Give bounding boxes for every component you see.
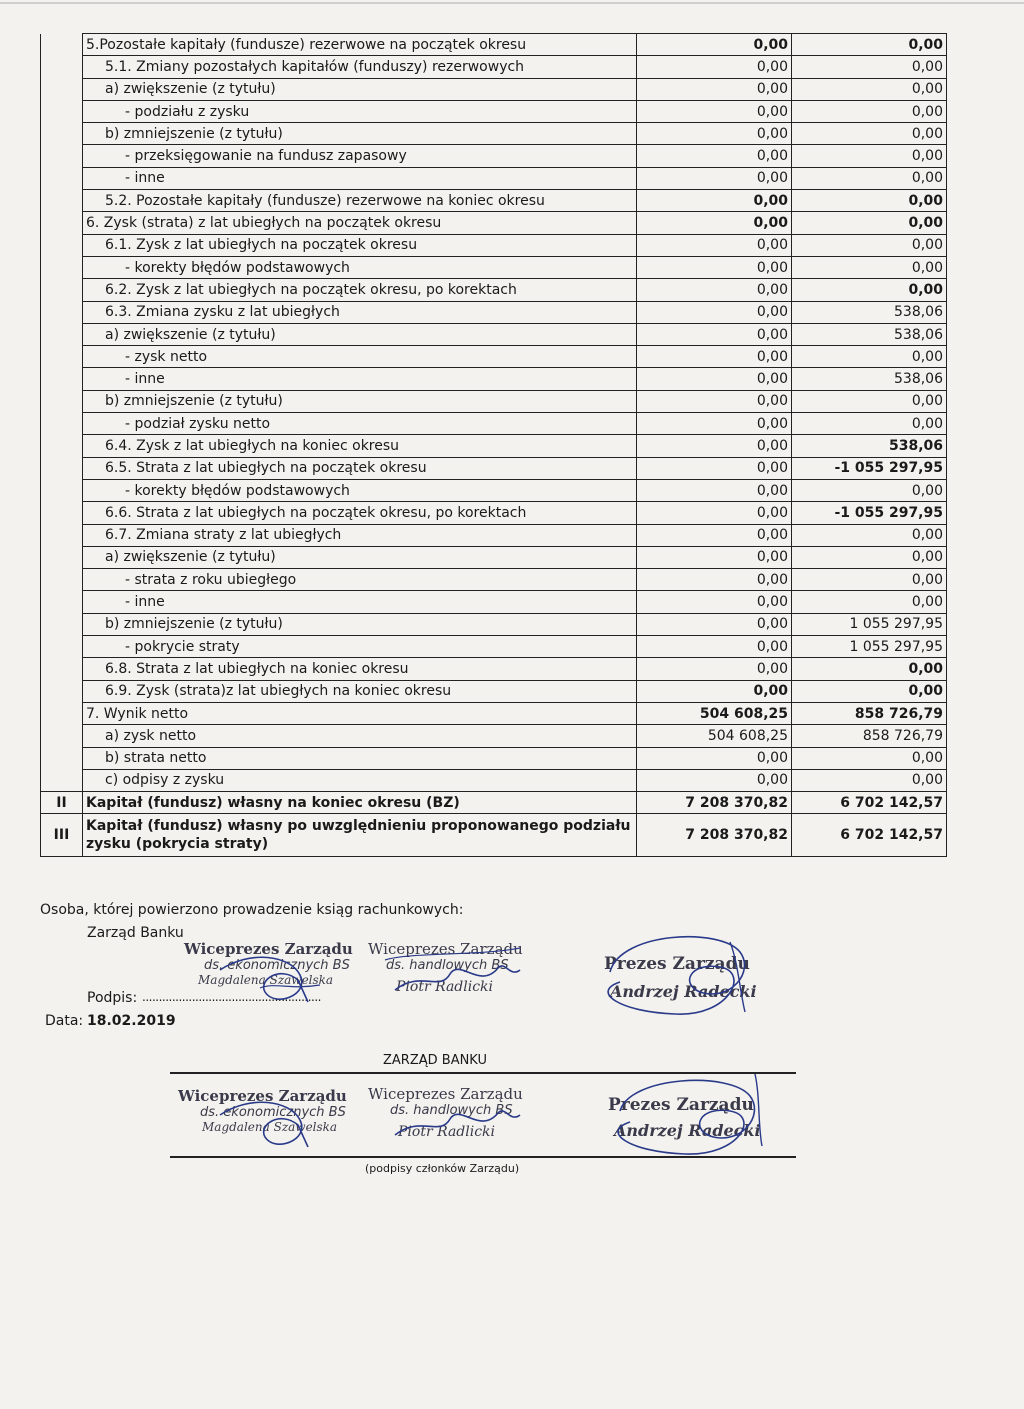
row-value-previous: 0,00 [792,123,947,145]
row-value-current: 0,00 [637,747,792,769]
handwritten-signatures-lower [180,1075,540,1165]
row-value-previous: 538,06 [792,323,947,345]
row-number [41,323,83,345]
table-row [41,390,947,412]
table-row [41,502,947,524]
table-row [41,435,947,457]
row-label: 6.8. Strata z lat ubiegłych na koniec okresu [83,658,637,680]
row-label: - inne [83,368,637,390]
table-row [41,792,947,814]
stamp-vp-economic-lower-dept: ds. ekonomicznych BS [200,1105,346,1120]
row-label: 6.4. Zysk z lat ubiegłych na koniec okresu [83,435,637,457]
table-row [41,323,947,345]
row-number [41,569,83,591]
row-value-previous: 0,00 [792,413,947,435]
row-number [41,680,83,702]
row-value-current: 0,00 [637,301,792,323]
table-row [41,100,947,122]
row-label: - inne [83,167,637,189]
row-number: II [41,792,83,814]
row-number [41,34,83,56]
row-label: 6. Zysk (strata) z lat ubiegłych na początek okresu [83,212,637,234]
row-number [41,702,83,724]
row-value-previous: 0,00 [792,769,947,791]
table-row [41,769,947,791]
row-number [41,56,83,78]
row-value-current: 0,00 [637,346,792,368]
table-row [41,78,947,100]
row-number [41,167,83,189]
row-value-current: 0,00 [637,234,792,256]
capital-changes-table [40,33,947,857]
table-row [41,747,947,769]
table-row [41,680,947,702]
row-label: - korekty błędów podstawowych [83,256,637,278]
stamp-president-lower-title: Prezes Zarządu [608,1095,754,1115]
row-number [41,524,83,546]
row-value-current: 0,00 [637,390,792,412]
row-label: a) zwiększenie (z tytułu) [83,546,637,568]
row-value-previous: 538,06 [792,435,947,457]
row-number [41,212,83,234]
row-number [41,636,83,658]
row-label: - podział zysku netto [83,413,637,435]
table-row [41,413,947,435]
handwritten-signatures-upper [180,930,540,1020]
table-row [41,457,947,479]
row-number [41,190,83,212]
stamp-vp-trade-dept: ds. handlowych BS [386,958,509,973]
row-value-previous: 0,00 [792,524,947,546]
row-value-previous: 0,00 [792,569,947,591]
row-label: - pokrycie straty [83,636,637,658]
page-top-edge [0,2,1024,4]
row-value-current: 0,00 [637,212,792,234]
row-value-current: 7 208 370,82 [637,792,792,814]
row-label: 6.7. Zmiana straty z lat ubiegłych [83,524,637,546]
row-number [41,78,83,100]
row-label: 6.1. Zysk z lat ubiegłych na początek okresu [83,234,637,256]
date-label: Data: [45,1013,84,1029]
table-row [41,702,947,724]
row-value-previous: 0,00 [792,390,947,412]
row-value-previous: -1 055 297,95 [792,502,947,524]
row-value-current: 0,00 [637,524,792,546]
table-row [41,212,947,234]
table-row [41,190,947,212]
table-row [41,56,947,78]
row-value-current: 0,00 [637,479,792,501]
row-label: - korekty błędów podstawowych [83,479,637,501]
row-label: - podziału z zysku [83,100,637,122]
row-value-current: 0,00 [637,78,792,100]
table-row [41,479,947,501]
row-label: Kapitał (fundusz) własny po uwzględnieniu proponowanego podziału zysku (pokrycia straty) [83,814,637,857]
row-value-current: 0,00 [637,279,792,301]
stamp-vp-trade-title: Wiceprezes Zarządu [368,940,523,958]
stamp-vp-economic-lower-title: Wiceprezes Zarządu [178,1087,347,1105]
row-number [41,145,83,167]
board-caption: (podpisy członków Zarządu) [365,1162,520,1175]
row-value-current: 0,00 [637,636,792,658]
row-value-current: 504 608,25 [637,702,792,724]
row-value-current: 0,00 [637,256,792,278]
row-number [41,346,83,368]
row-value-previous: 1 055 297,95 [792,613,947,635]
table-row [41,234,947,256]
row-label: a) zwiększenie (z tytułu) [83,78,637,100]
row-number [41,769,83,791]
row-label: 5.Pozostałe kapitały (fundusze) rezerwowe na początek okresu [83,34,637,56]
table-row [41,34,947,56]
row-value-current: 0,00 [637,167,792,189]
handwritten-signature-president-upper [580,922,800,1032]
stamp-vp-economic-lower-name: Magdalena Szawelska [202,1120,338,1134]
row-value-previous: 1 055 297,95 [792,636,947,658]
row-label: 6.6. Strata z lat ubiegłych na początek okresu, po korektach [83,502,637,524]
row-number [41,747,83,769]
table-row [41,145,947,167]
signature-dots: ...................................................... [142,990,321,1004]
row-label: 7. Wynik netto [83,702,637,724]
row-value-current: 0,00 [637,457,792,479]
table-row [41,524,947,546]
date-value: 18.02.2019 [87,1013,176,1029]
row-value-current: 0,00 [637,123,792,145]
table-row [41,725,947,747]
row-label: a) zysk netto [83,725,637,747]
row-value-previous: 538,06 [792,301,947,323]
row-value-current: 0,00 [637,145,792,167]
row-value-previous: 0,00 [792,56,947,78]
row-value-previous: 0,00 [792,212,947,234]
row-number [41,479,83,501]
table-row [41,591,947,613]
row-number [41,613,83,635]
table-row [41,279,947,301]
row-label: b) zmniejszenie (z tytułu) [83,123,637,145]
row-number: III [41,814,83,857]
row-label: 6.9. Zysk (strata)z lat ubiegłych na koniec okresu [83,680,637,702]
row-number [41,546,83,568]
row-value-previous: 858 726,79 [792,702,947,724]
row-value-current: 0,00 [637,769,792,791]
row-value-previous: 0,00 [792,100,947,122]
table-row [41,814,947,857]
row-value-current: 504 608,25 [637,725,792,747]
row-number [41,123,83,145]
row-label: 6.3. Zmiana zysku z lat ubiegłych [83,301,637,323]
row-value-current: 0,00 [637,591,792,613]
stamp-vp-trade-lower-title: Wiceprezes Zarządu [368,1085,523,1103]
table-row [41,123,947,145]
row-number [41,413,83,435]
row-value-current: 0,00 [637,323,792,345]
row-number [41,502,83,524]
row-label: - inne [83,591,637,613]
row-value-current: 0,00 [637,435,792,457]
row-value-previous: 0,00 [792,167,947,189]
stamp-vp-economic-dept: ds. ekonomicznych BS [204,958,350,973]
row-value-current: 0,00 [637,569,792,591]
board-heading: ZARZĄD BANKU [383,1053,487,1068]
row-value-current: 0,00 [637,190,792,212]
row-number [41,279,83,301]
row-label: 6.5. Strata z lat ubiegłych na początek okresu [83,457,637,479]
row-value-current: 0,00 [637,100,792,122]
row-number [41,368,83,390]
table-row [41,613,947,635]
row-number [41,100,83,122]
row-number [41,725,83,747]
table-row [41,658,947,680]
handwritten-signature-president-lower [590,1066,790,1166]
row-number [41,435,83,457]
row-label: Kapitał (fundusz) własny na koniec okresu (BZ) [83,792,637,814]
row-value-previous: 0,00 [792,546,947,568]
stamp-president-name: Andrzej Radecki [610,982,757,1001]
row-value-previous: 0,00 [792,234,947,256]
row-value-current: 0,00 [637,613,792,635]
row-value-previous: 0,00 [792,591,947,613]
row-number [41,457,83,479]
row-value-previous: 0,00 [792,346,947,368]
row-value-previous: 0,00 [792,145,947,167]
row-value-current: 7 208 370,82 [637,814,792,857]
row-number [41,301,83,323]
row-value-current: 0,00 [637,680,792,702]
stamp-vp-economic-name: Magdalena Szawelska [198,973,334,987]
row-value-previous: 538,06 [792,368,947,390]
row-label: 5.1. Zmiany pozostałych kapitałów (funduszy) rezerwowych [83,56,637,78]
row-number [41,256,83,278]
board-label: Zarząd Banku [87,925,184,941]
row-value-previous: 6 702 142,57 [792,792,947,814]
row-label: - strata z roku ubiegłego [83,569,637,591]
row-label: c) odpisy z zysku [83,769,637,791]
row-value-previous: 0,00 [792,747,947,769]
row-label: 5.2. Pozostałe kapitały (fundusze) rezerwowe na koniec okresu [83,190,637,212]
stamp-vp-economic-title: Wiceprezes Zarządu [184,940,353,958]
row-label: b) zmniejszenie (z tytułu) [83,613,637,635]
table-row [41,368,947,390]
table-row [41,167,947,189]
row-number [41,234,83,256]
row-number [41,658,83,680]
row-label: a) zwiększenie (z tytułu) [83,323,637,345]
table-row [41,346,947,368]
row-label: 6.2. Zysk z lat ubiegłych na początek okresu, po korektach [83,279,637,301]
table-row [41,301,947,323]
table-row [41,636,947,658]
stamp-vp-trade-lower-name: Piotr Radlicki [398,1124,496,1140]
table-row [41,256,947,278]
row-value-current: 0,00 [637,56,792,78]
stamp-president-title: Prezes Zarządu [604,954,750,974]
signature-label: Podpis: [87,990,138,1006]
row-value-previous: -1 055 297,95 [792,457,947,479]
row-value-previous: 0,00 [792,78,947,100]
stamp-vp-trade-lower-dept: ds. handlowych BS [390,1103,513,1118]
row-label: - zysk netto [83,346,637,368]
row-value-previous: 858 726,79 [792,725,947,747]
row-label: b) zmniejszenie (z tytułu) [83,390,637,412]
row-value-current: 0,00 [637,502,792,524]
row-value-previous: 0,00 [792,680,947,702]
row-number [41,390,83,412]
stamp-vp-trade-name: Piotr Radlicki [396,979,494,995]
row-label: b) strata netto [83,747,637,769]
row-label: - przeksięgowanie na fundusz zapasowy [83,145,637,167]
row-value-previous: 0,00 [792,190,947,212]
row-value-current: 0,00 [637,34,792,56]
table-row [41,569,947,591]
row-value-current: 0,00 [637,546,792,568]
bookkeeper-label: Osoba, której powierzono prowadzenie ksiąg rachunkowych: [40,902,464,918]
row-value-current: 0,00 [637,658,792,680]
row-value-previous: 0,00 [792,256,947,278]
row-value-previous: 0,00 [792,34,947,56]
row-value-previous: 0,00 [792,479,947,501]
table-row [41,546,947,568]
stamp-president-lower-name: Andrzej Radecki [614,1121,761,1140]
row-number [41,591,83,613]
row-value-current: 0,00 [637,368,792,390]
row-value-previous: 6 702 142,57 [792,814,947,857]
row-value-previous: 0,00 [792,279,947,301]
row-value-current: 0,00 [637,413,792,435]
row-value-previous: 0,00 [792,658,947,680]
